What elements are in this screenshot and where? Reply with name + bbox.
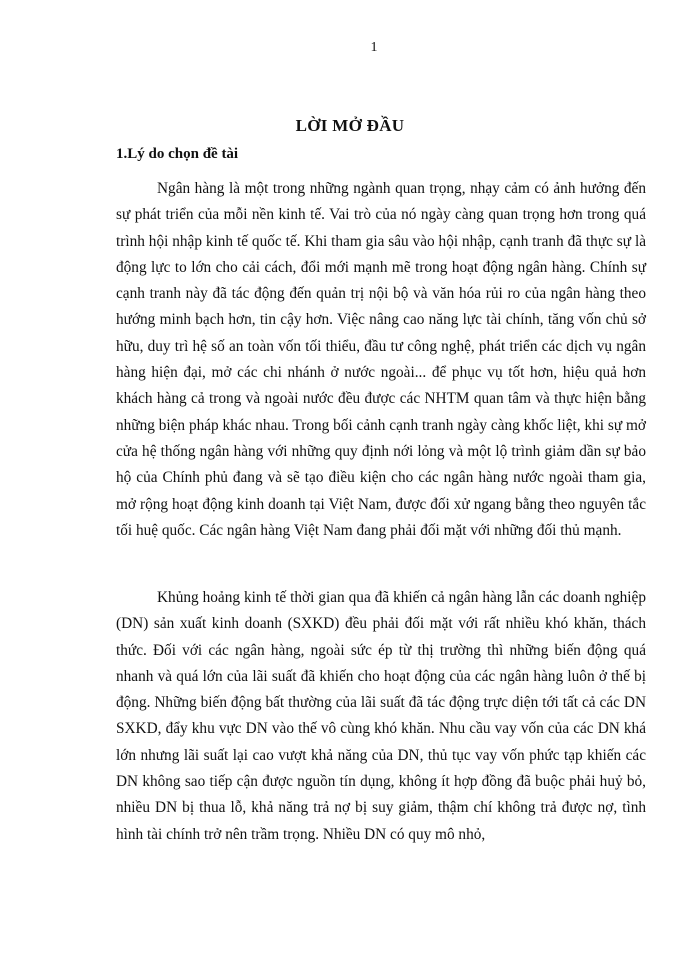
page-number: 1 (370, 40, 378, 55)
body-paragraph: Ngân hàng là một trong những ngành quan trọng, nhạy cảm có ảnh hưởng đến sự phát triển của mỗi nền kinh tế. Vai trò của nó ngày càng quan trọng hơn trong quá trình hội nhập kinh tế quốc tế. Khi tham gia sâu vào hội nhập, cạnh tranh đã thực sự là động lực to lớn cho cải cách, đổi mới mạnh mẽ trong hoạt động ngân hàng. Chính sự cạnh tranh này đã tác động đến quản trị nội bộ và văn hóa rủi ro của ngân hàng theo hướng minh bạch hơn, tin cậy hơn. Việc nâng cao năng lực tài chính, tăng vốn chủ sở hữu, duy trì hệ số an toàn vốn tối thiểu, đầu tư công nghệ, phát triển các dịch vụ ngân hàng hiện đại, mở các chi nhánh ở nước ngoài... để phục vụ tốt hơn, hiệu quả hơn khách hàng cả trong và ngoài nước đều được các NHTM quan tâm và thực hiện bằng những biện pháp khác nhau. Trong bối cảnh cạnh tranh ngày càng khốc liệt, khi sự mở cửa hệ thống ngân hàng với những quy định nới lỏng và một lộ trình giảm dần sự bảo hộ của Chính phủ đang và sẽ tạo điều kiện cho các ngân hàng nước ngoài tham gia, mở rộng hoạt động kinh doanh tại Việt Nam, được đối xử ngang bằng theo nguyên tắc tối huệ quốc. Các ngân hàng Việt Nam đang phải đối mặt với những đối thủ mạnh. (116, 180, 646, 539)
section-heading: 1.Lý do chọn đề tài (116, 146, 239, 162)
body-paragraph: Khủng hoảng kinh tế thời gian qua đã khiến cả ngân hàng lẫn các doanh nghiệp (DN) sản xuất kinh doanh (SXKD) đều phải đối mặt với rất nhiều khó khăn, thách thức. Đối với các ngân hàng, ngoài sức ép từ thị trường thì những biến động quá nhanh và quá lớn của lãi suất đã khiến cho hoạt động của các ngân hàng luôn ở thế bị động. Những biến động bất thường của lãi suất đã tác động trực diện tới tất cả các DN SXKD, đẩy khu vực DN vào thế vô cùng khó khăn. Nhu cầu vay vốn của các DN khá lớn nhưng lãi suất lại cao vượt khả năng của DN, thủ tục vay vốn phức tạp khiến các DN không sao tiếp cận được nguồn tín dụng, không ít hợp đồng đã buộc phải huỷ bỏ, nhiều DN bị thua lỗ, khả năng trả nợ bị suy giảm, thậm chí không trả được nợ, tình hình tài chính trở nên trầm trọng. Nhiều DN có quy mô nhỏ, (116, 589, 646, 843)
document-title: LỜI MỞ ĐẦU (295, 116, 405, 135)
